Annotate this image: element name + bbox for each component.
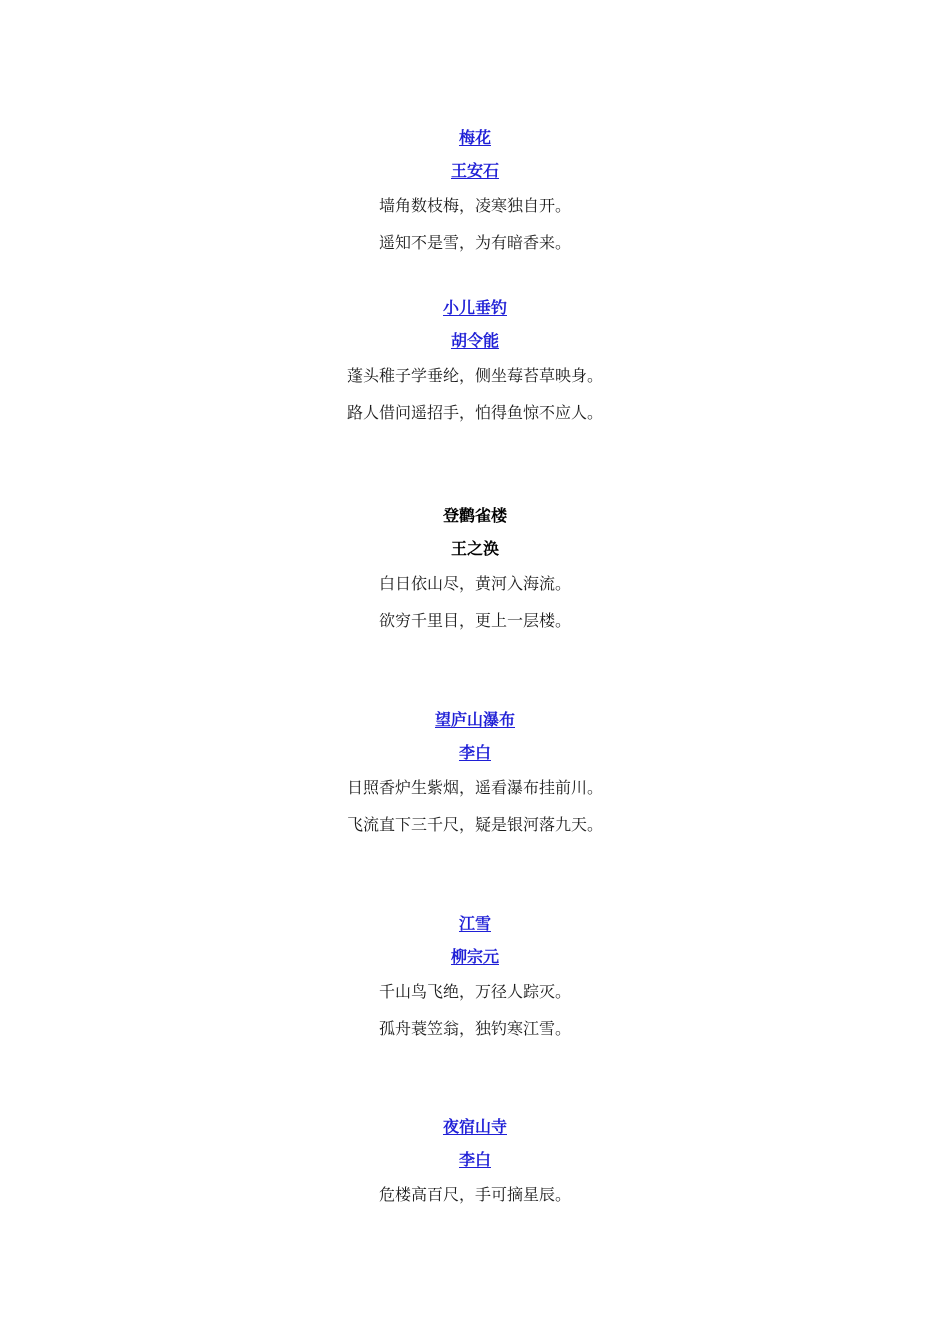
poem-title <box>0 907 950 940</box>
poem-author: 王之涣 <box>450 539 499 558</box>
poem-title-link[interactable]: 望庐山瀑布 <box>434 710 515 729</box>
poem-author-link[interactable]: 柳宗元 <box>450 947 499 966</box>
poem-title <box>0 121 950 154</box>
poem-line: 危楼高百尺，手可摘星辰。 <box>378 1185 571 1204</box>
poem-author <box>0 736 950 769</box>
poem-author <box>0 940 950 973</box>
poem-title-link[interactable]: 夜宿山寺 <box>442 1117 507 1136</box>
poem-line: 遥知不是雪，为有暗香来。 <box>378 233 571 252</box>
poem-line: 飞流直下三千尺，疑是银河落九天。 <box>346 815 603 834</box>
poem-line: 墙角数枝梅，凌寒独自开。 <box>378 196 571 215</box>
poem-author-link[interactable]: 李白 <box>458 743 491 762</box>
poem-author <box>0 154 950 187</box>
poem-block <box>0 121 950 261</box>
poem-block <box>0 499 950 639</box>
poem-line: 日照香炉生紫烟，遥看瀑布挂前川。 <box>346 778 603 797</box>
poem-title-link[interactable]: 梅花 <box>458 128 491 147</box>
poem-line: 孤舟蓑笠翁，独钓寒江雪。 <box>378 1019 571 1038</box>
poem-title: 登鹳雀楼 <box>442 506 507 525</box>
poem-author <box>0 324 950 357</box>
poem-line: 蓬头稚子学垂纶，侧坐莓苔草映身。 <box>346 366 603 385</box>
poem-title-link[interactable]: 江雪 <box>458 914 491 933</box>
poem-block <box>0 1110 950 1213</box>
poem-author <box>0 1143 950 1176</box>
poem-title <box>0 291 950 324</box>
poem-author-link[interactable]: 胡令能 <box>450 331 499 350</box>
poem-title <box>0 1110 950 1143</box>
poem-block <box>0 907 950 1047</box>
poem-line: 路人借问遥招手，怕得鱼惊不应人。 <box>346 403 603 422</box>
poem-block <box>0 291 950 431</box>
poem-author-link[interactable]: 李白 <box>458 1150 491 1169</box>
poem-title-link[interactable]: 小儿垂钓 <box>442 298 507 317</box>
poem-author-link[interactable]: 王安石 <box>450 161 499 180</box>
poem-title <box>0 703 950 736</box>
poem-line: 欲穷千里目，更上一层楼。 <box>378 611 571 630</box>
poem-block <box>0 703 950 843</box>
poem-line: 千山鸟飞绝，万径人踪灭。 <box>378 982 571 1001</box>
poem-line: 白日依山尽，黄河入海流。 <box>378 574 571 593</box>
